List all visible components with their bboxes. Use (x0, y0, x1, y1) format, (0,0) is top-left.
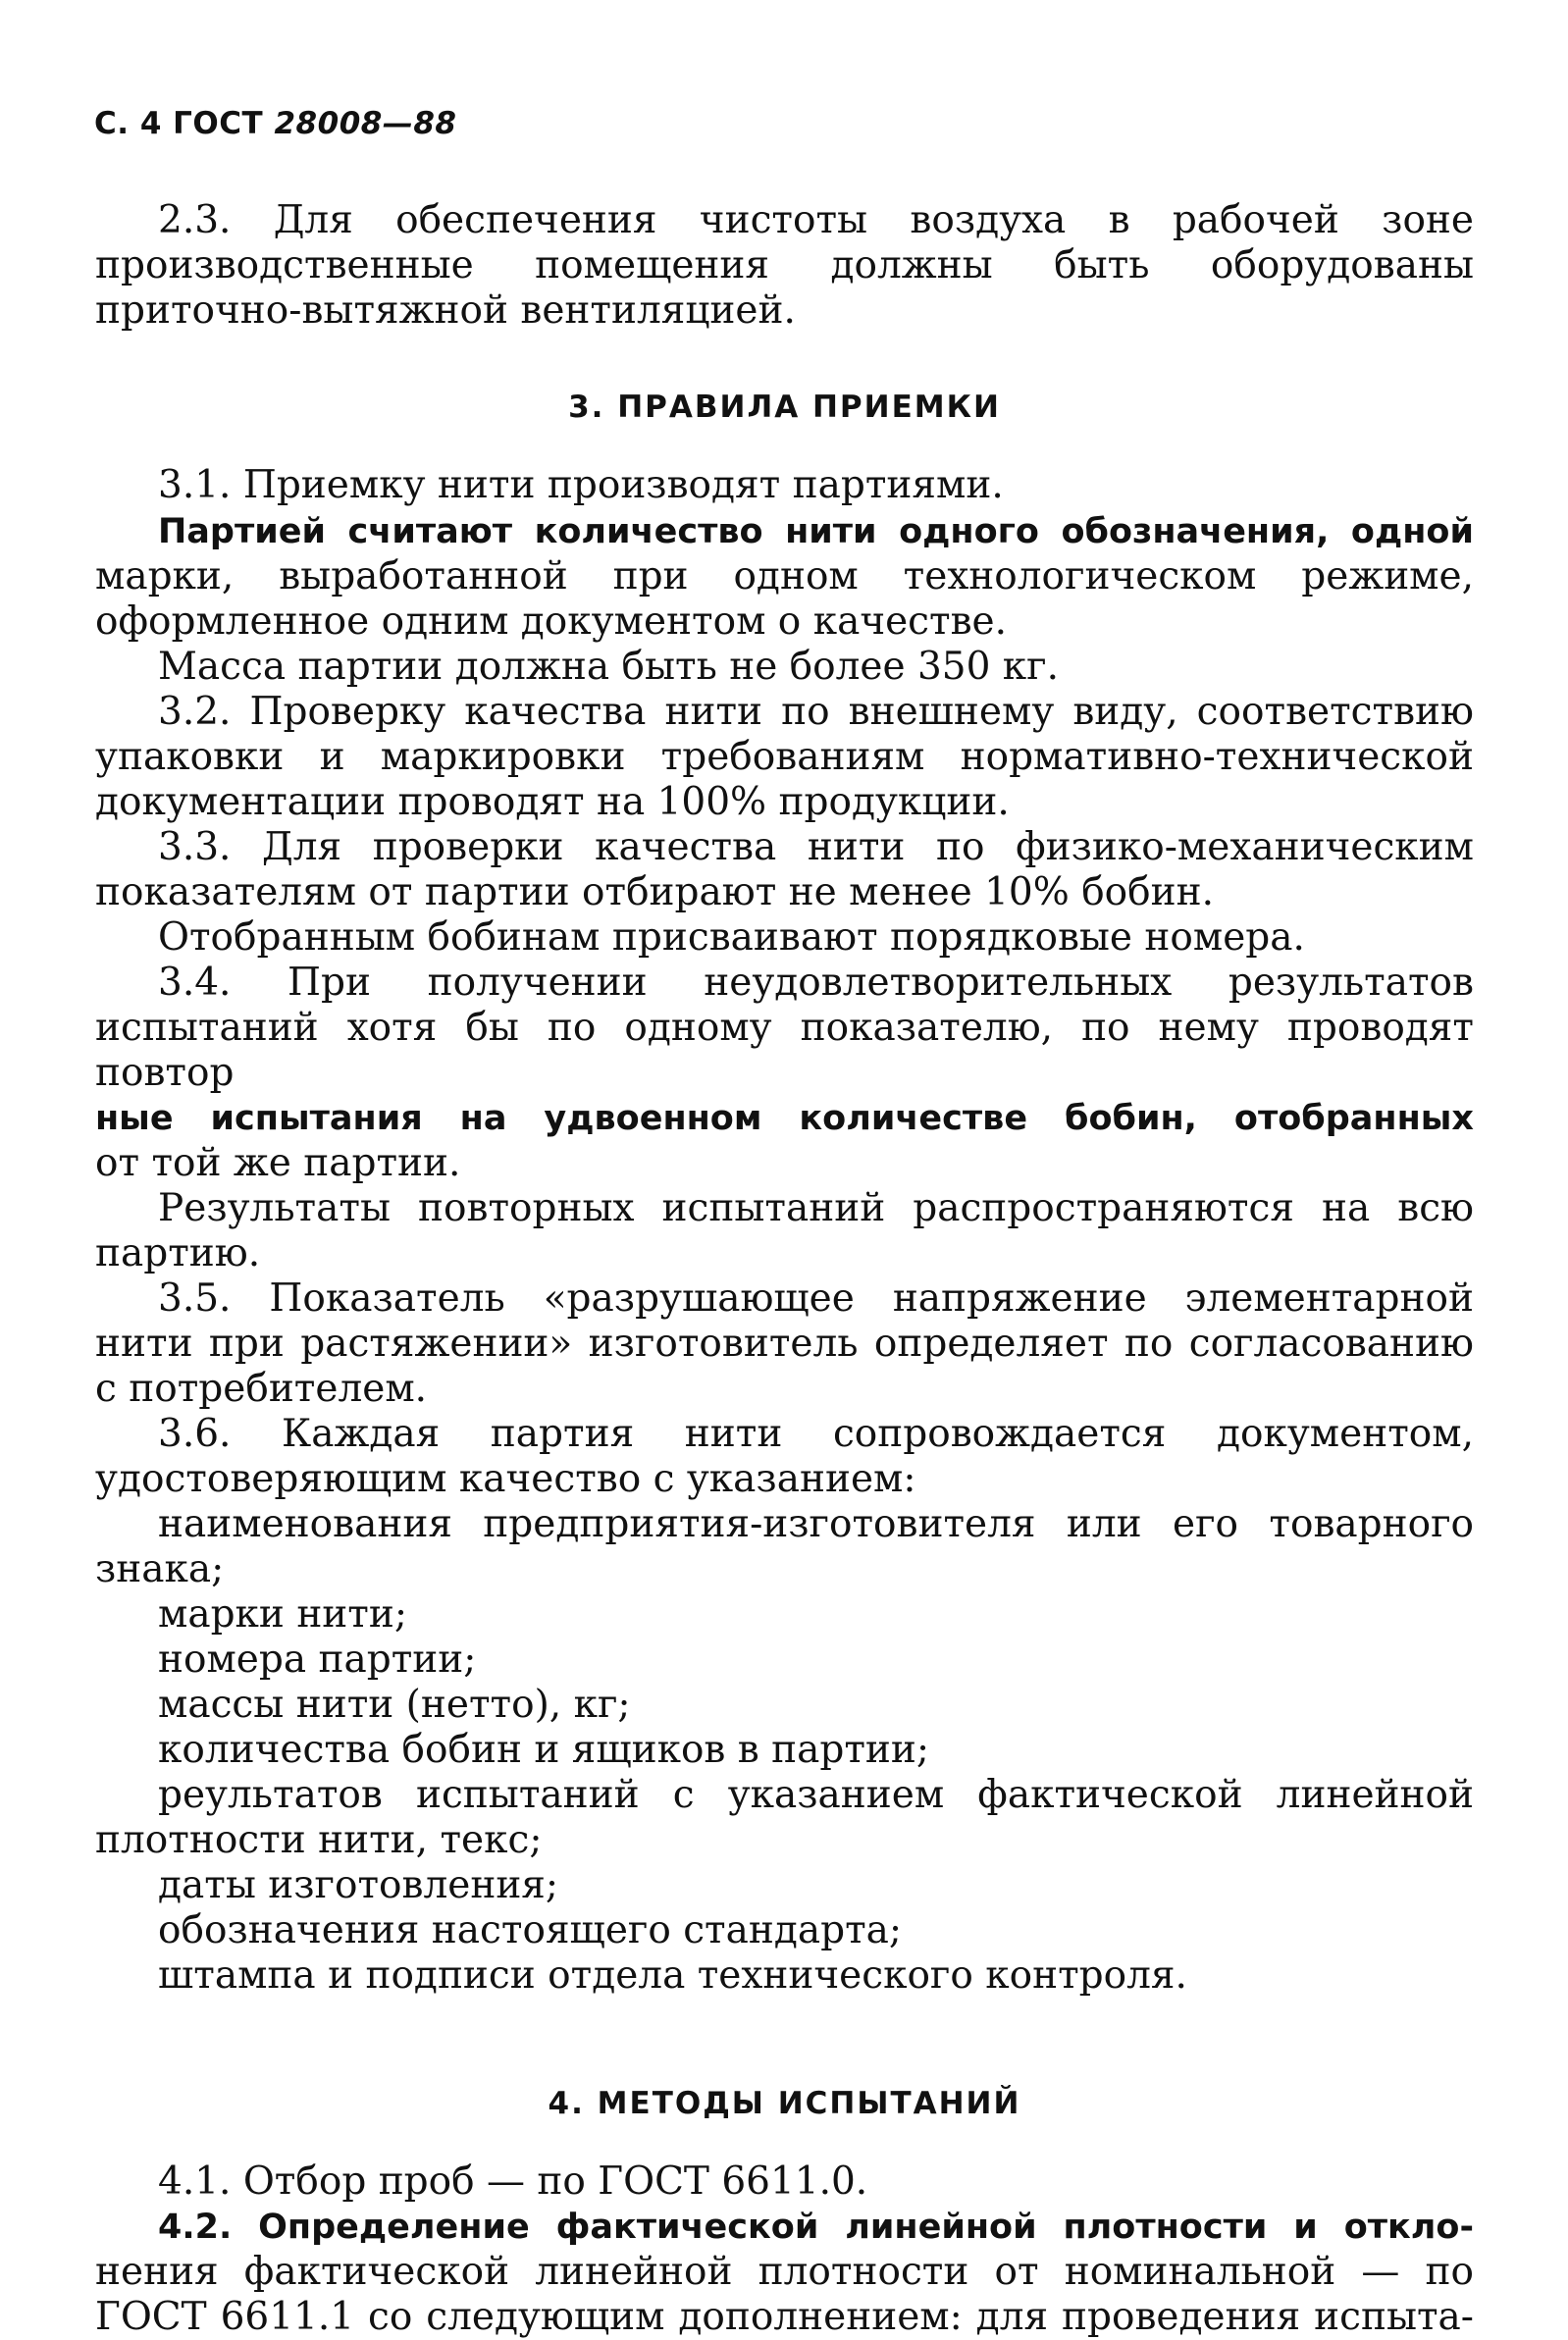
list-item: массы нити (нетто), кг; (158, 1683, 631, 1727)
paragraph-4-2-lead: 4.2. Определение фактической линейной плотности и откло- (158, 2208, 1474, 2247)
paragraph-bobbin-numbers: Отобранным бобинам присваивают порядковые номера. (158, 915, 1305, 960)
paragraph-3-3: 3.3. Для проверки качества нити по физико-механическим показателям от партии отбирают не менее 10% бобин. (95, 825, 1474, 914)
paragraph-3-1: 3.1. Приемку нити производят партиями. (158, 463, 1004, 507)
section-4-title: 4. МЕТОДЫ ИСПЫТАНИЙ (548, 2086, 1021, 2121)
page-header (94, 106, 456, 141)
document-body (95, 198, 1474, 2340)
paragraph-3-4-part-2: ные испытания на удвоенном количестве бобин, отобранных (95, 1099, 1474, 1138)
header-standard-number: 28008—88 (274, 106, 457, 141)
paragraph-3-5: 3.5. Показатель «разрушающее напряжение элементарной нити при растяжении» изготовитель определяет по согласованию с потребителем. (95, 1276, 1474, 1411)
party-definition-lead: Партией считают количество нити одного обозначения, одной (158, 512, 1474, 551)
list-item: обозначения настоящего стандарта; (158, 1908, 903, 1952)
document-requirements-list (95, 1502, 1474, 1999)
paragraph-party-mass: Масса партии должна быть не более 350 кг. (158, 645, 1060, 689)
paragraph-2-3: 2.3. Для обеспечения чистоты воздуха в рабочей зоне производственные помещения должны быть оборудованы приточно-вытяжной вентиляцией. (95, 198, 1474, 333)
paragraph-3-4-part-3: от той же партии. (95, 1141, 461, 1185)
party-definition-rest: марки, выработанной при одном технологическом режиме, оформленное одним документом о качестве. (95, 554, 1474, 644)
list-item: штампа и подписи отдела технического контроля. (158, 1953, 1187, 1998)
paragraph-repeat-tests: Результаты повторных испытаний распространяются на всю партию. (95, 1186, 1474, 1275)
paragraph-4-1: 4.1. Отбор проб — по ГОСТ 6611.0. (158, 2159, 868, 2204)
list-item: реультатов испытаний с указанием фактической линейной плотности нити, текс; (95, 1773, 1474, 1862)
paragraph-party-definition (95, 508, 1474, 645)
section-3-title: 3. ПРАВИЛА ПРИЕМКИ (568, 390, 1001, 425)
list-item: марки нити; (158, 1592, 408, 1637)
paragraph-3-2: 3.2. Проверку качества нити по внешнему виду, соответствию упаковки и маркировки требованиям нормативно-технической документации проводят на 100% продукции. (95, 690, 1474, 824)
list-item: даты изготовления; (158, 1863, 559, 1907)
list-item: количества бобин и ящиков в партии; (158, 1728, 930, 1772)
paragraph-3-6: 3.6. Каждая партия нити сопровождается документом, удостоверяющим качество с указанием: (95, 1412, 1474, 1501)
paragraph-4-2-rest: нения фактической линейной плотности от номинальной — по ГОСТ 6611.1 со следующим дополнением: для проведения испыта- (95, 2250, 1474, 2339)
list-item: наименования предприятия-изготовителя или его товарного знака; (95, 1502, 1474, 1591)
paragraph-3-4-part-1: 3.4. При получении неудовлетворительных результатов испытаний хотя бы по одному показателю, по нему проводят повтор (95, 961, 1474, 1095)
list-item: номера партии; (158, 1638, 477, 1682)
header-prefix: С. 4 ГОСТ (94, 106, 264, 141)
